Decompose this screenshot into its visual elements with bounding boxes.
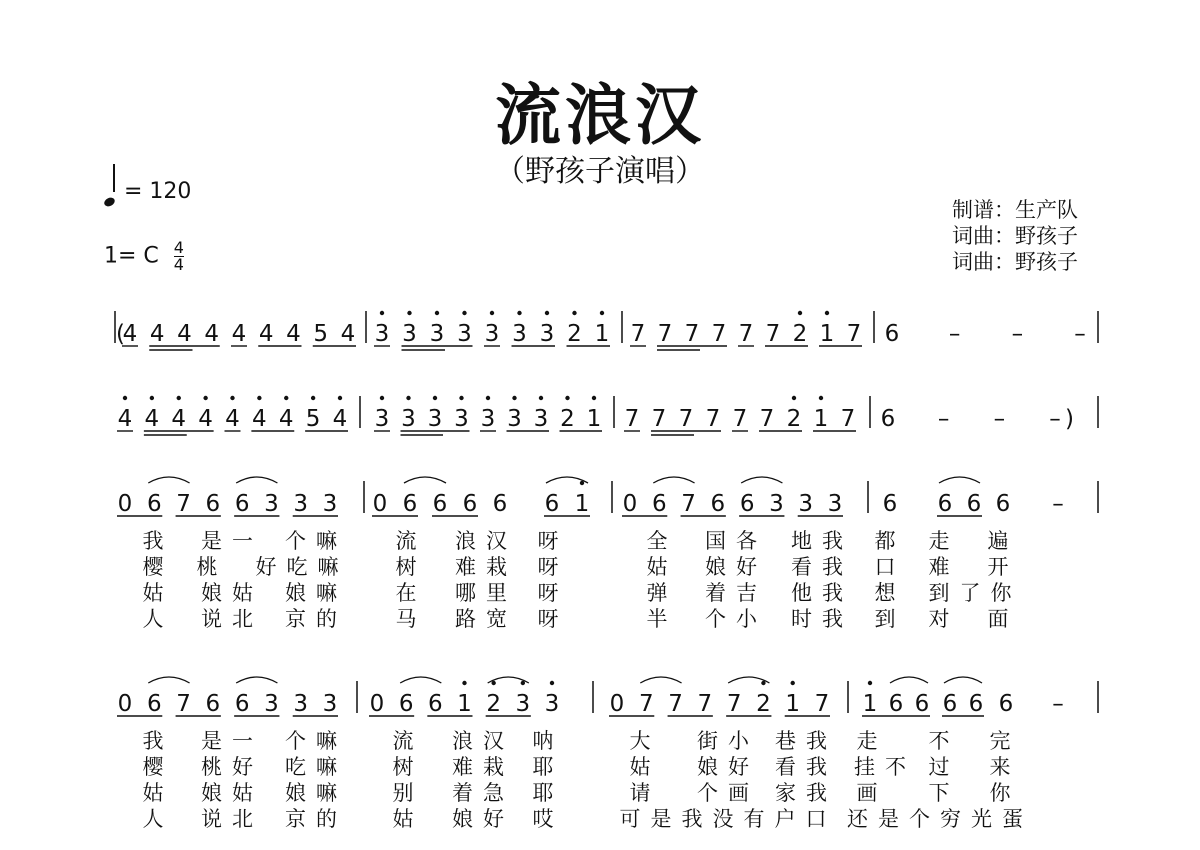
slur-arc (400, 677, 441, 683)
lyric-syllable: 口 (874, 555, 906, 579)
note-number: 3 (427, 406, 443, 432)
octave-up-dot (825, 311, 829, 315)
lyric-syllable: 难 (928, 555, 960, 579)
credit-lyrics-music: 词曲：野孩子 (952, 224, 1078, 248)
lyric-syllable: 京的 (285, 807, 347, 831)
song-title: 流浪汉 (495, 77, 705, 154)
note-number: 4 (340, 321, 356, 347)
lyric-syllable: 吃嘛 (285, 755, 347, 779)
note-number: 6 (880, 406, 896, 432)
note-number: 3 (429, 321, 445, 347)
note-number: 7 (726, 691, 742, 717)
lyric-syllable: 娘姑 (201, 781, 263, 805)
note-number: 6 (995, 491, 1011, 517)
lyric-syllable: 想 (874, 581, 906, 605)
note-number: 7 (630, 321, 646, 347)
note-number: 4 (122, 321, 138, 347)
note-number: 4 (117, 406, 133, 432)
octave-up-dot (433, 396, 437, 400)
note-number: 3 (401, 406, 416, 432)
slur-arc (148, 477, 189, 483)
note-number: 7 (697, 691, 713, 717)
note-number: 6 (234, 491, 250, 517)
note-number: 7 (638, 691, 654, 717)
octave-up-dot (284, 396, 288, 400)
note-number: 3 (322, 691, 338, 717)
note-number: 6 (882, 491, 898, 517)
note-number: 6 (884, 321, 900, 347)
note-number: 2 (486, 691, 501, 717)
note-number: 7 (176, 491, 191, 517)
octave-up-dot (565, 396, 569, 400)
lyric-syllable: 娘姑 (201, 581, 263, 605)
note-number: 0 (117, 491, 133, 517)
note-number: 6 (710, 491, 726, 517)
note-number: 6 (998, 691, 1014, 717)
note-number: 3 (539, 321, 555, 347)
note-number: 7 (759, 406, 775, 432)
lyric-syllable: 全 (646, 529, 678, 553)
note-number: 6 (544, 491, 560, 517)
octave-up-dot (257, 396, 261, 400)
lyric-syllable: 个小 (705, 607, 767, 631)
note-number: 2 (786, 406, 802, 432)
lyric-syllable: 遍 (987, 529, 1019, 553)
note-number: 7 (176, 691, 191, 717)
lyric-syllable: 流 (392, 729, 424, 753)
lyric-syllable: 个嘛 (285, 729, 347, 753)
note-number: 6 (942, 691, 958, 717)
lyric-syllable: 耶 (532, 755, 564, 779)
note-number: 4 (258, 321, 274, 347)
lyric-syllable: 说北 (201, 607, 263, 631)
slur-arc (404, 477, 446, 483)
note-number: 6 (146, 691, 162, 717)
note-number: 3 (484, 321, 500, 347)
note-number: 1 (819, 321, 835, 347)
octave-up-dot (230, 396, 234, 400)
note-number: 1 (586, 406, 602, 432)
note-number: 6 (428, 691, 443, 717)
lyric-syllable: 大 (629, 729, 661, 753)
lyric-syllable: 姑 (629, 755, 661, 779)
slur-arc (939, 477, 980, 483)
note-number: 0 (372, 491, 388, 517)
note-number: 7 (840, 406, 856, 432)
note-number: 3 (293, 691, 309, 717)
octave-up-dot (792, 396, 796, 400)
note-number: 6 (432, 491, 448, 517)
lyric-syllable: 人 (142, 807, 174, 831)
note-number: 3 (374, 406, 390, 432)
sustain-dash: – (937, 406, 950, 432)
slur-arc (236, 477, 277, 483)
octave-up-dot (600, 311, 604, 315)
lyric-syllable: 呀 (537, 555, 569, 579)
note-number: 3 (544, 691, 560, 717)
note-number: 1 (785, 691, 801, 717)
lyric-syllable: 半 (646, 607, 678, 631)
octave-up-dot (459, 396, 463, 400)
note-number: 7 (681, 491, 696, 517)
lyric-syllable: 难栽 (452, 755, 514, 779)
note-number: 7 (657, 321, 673, 347)
note-number: 1 (457, 691, 472, 717)
note-number: 4 (286, 321, 301, 347)
lyric-syllable: 别 (392, 781, 424, 805)
note-number: 6 (937, 491, 953, 517)
sustain-dash: – (1011, 321, 1024, 347)
octave-up-dot (406, 396, 410, 400)
lyric-syllable: 看我 (775, 755, 837, 779)
lyric-syllable: 路宽 (455, 607, 517, 631)
lyric-syllable: 京的 (285, 607, 347, 631)
lyric-syllable: 我 (142, 529, 174, 553)
lyric-syllable: 流 (395, 529, 427, 553)
lyric-syllable: 个画 (697, 781, 759, 805)
lyric-syllable: 巷我 (775, 729, 837, 753)
sustain-dash: – (1052, 691, 1064, 717)
note-number: 6 (739, 491, 755, 517)
octave-up-dot (761, 681, 765, 685)
note-number: 4 (278, 406, 294, 432)
note-number: 0 (609, 691, 625, 717)
note-number: 3 (827, 491, 843, 517)
note-number: 3 (264, 491, 279, 517)
sustain-dash: – (948, 321, 961, 347)
lyric-syllable: 着吉 (705, 581, 767, 605)
note-number: 6 (398, 691, 414, 717)
note-number: 6 (492, 491, 508, 517)
note-number: 6 (205, 691, 221, 717)
note-number: 7 (651, 406, 667, 432)
lyric-syllable: 樱 (142, 755, 174, 779)
lyric-syllable: 哎 (532, 807, 564, 831)
note-number: 3 (480, 406, 496, 432)
lyric-syllable: 马 (395, 607, 427, 631)
octave-up-dot (545, 311, 549, 315)
octave-up-dot (311, 396, 315, 400)
note-number: 3 (515, 691, 531, 717)
note-number: 3 (769, 491, 784, 517)
lyric-syllable: 地我 (791, 529, 853, 553)
octave-up-dot (177, 396, 181, 400)
lyric-syllable: 我 (142, 729, 174, 753)
lyric-syllable: 完 (989, 729, 1021, 753)
lyric-syllable: 姑 (142, 781, 174, 805)
octave-up-dot (203, 396, 207, 400)
lyric-syllable: 说北 (201, 807, 263, 831)
octave-up-dot (123, 396, 127, 400)
note-number: 6 (462, 491, 478, 517)
note-number: 7 (732, 406, 748, 432)
octave-up-dot (512, 396, 516, 400)
note-number: 3 (374, 321, 390, 347)
lyric-syllable: 下 (928, 781, 960, 805)
performer-subtitle: （野孩子演唱） (495, 154, 705, 189)
lyric-syllable: 请 (629, 781, 661, 805)
lyric-syllable: 都 (874, 529, 906, 553)
note-number: 6 (888, 691, 904, 717)
lyric-syllable: 挂不 (854, 755, 916, 779)
note-number: 4 (171, 406, 187, 432)
lyric-syllable: 开 (987, 555, 1019, 579)
note-number: 4 (204, 321, 220, 347)
note-number: 6 (205, 491, 221, 517)
note-number: 6 (234, 691, 250, 717)
lyric-syllable: 不 (928, 729, 960, 753)
note-number: 5 (313, 321, 329, 347)
note-number: 7 (765, 321, 781, 347)
note-number: 7 (668, 691, 683, 717)
note-number: 2 (756, 691, 771, 717)
slur-arc (236, 677, 277, 683)
note-number: 5 (305, 406, 321, 432)
note-number: 3 (293, 491, 309, 517)
lyric-syllable: 家我 (775, 781, 837, 805)
octave-up-dot (380, 396, 384, 400)
note-number: 3 (507, 406, 522, 432)
lyric-syllable: 着急 (452, 781, 514, 805)
lyric-syllable: 你 (989, 781, 1021, 805)
octave-up-dot (798, 311, 802, 315)
note-number: 0 (622, 491, 638, 517)
lyric-syllable: 好吃嘛 (255, 555, 349, 579)
octave-up-dot (868, 681, 872, 685)
octave-up-dot (517, 311, 521, 315)
lyric-syllable: 是一 (201, 529, 263, 553)
note-number: 3 (457, 321, 472, 347)
lyric-syllable: 树 (392, 755, 424, 779)
lyric-syllable: 娘嘛 (285, 781, 347, 805)
note-number: 4 (177, 321, 192, 347)
lyric-syllable: 还是个穷光蛋 (847, 807, 1033, 831)
octave-up-dot (491, 681, 495, 685)
note-number: 7 (678, 406, 694, 432)
octave-up-dot (407, 311, 411, 315)
note-number: 4 (231, 321, 247, 347)
lyric-syllable: 娘嘛 (285, 581, 347, 605)
note-number: 6 (651, 491, 667, 517)
sustain-dash: – (1074, 321, 1086, 347)
credit-arranger: 制谱：生产队 (952, 198, 1078, 222)
slur-arc (944, 677, 982, 683)
lyric-syllable: 姑 (646, 555, 678, 579)
octave-up-dot (819, 396, 823, 400)
note-number: 3 (402, 321, 417, 347)
lyric-syllable: 姑 (142, 581, 174, 605)
note-number: 1 (813, 406, 829, 432)
lyric-syllable: 弹 (646, 581, 678, 605)
lyric-syllable: 樱 (142, 555, 174, 579)
lyric-syllable: 时我 (791, 607, 853, 631)
lyric-syllable: 走 (928, 529, 960, 553)
lyric-syllable: 呀 (537, 581, 569, 605)
slur-arc (148, 677, 189, 683)
time-signature-bottom: 4 (173, 255, 184, 274)
note-number: 6 (402, 491, 418, 517)
note-number: 7 (705, 406, 721, 432)
lyric-syllable: 他我 (791, 581, 853, 605)
sustain-dash: – (1049, 406, 1061, 432)
lyric-syllable: 哪里 (455, 581, 517, 605)
lyric-syllable: 姑 (392, 807, 424, 831)
note-number: 6 (968, 691, 984, 717)
lyric-syllable: 呀 (537, 607, 569, 631)
slur-arc (653, 477, 694, 483)
lyric-syllable: 对 (928, 607, 960, 631)
note-number: 4 (149, 321, 165, 347)
lyric-syllable: 国各 (705, 529, 767, 553)
note-number: 7 (738, 321, 754, 347)
octave-up-dot (490, 311, 494, 315)
lyric-syllable: 画 (856, 781, 888, 805)
credit-lyrics-music-2: 词曲：野孩子 (952, 250, 1078, 274)
note-number: 3 (512, 321, 527, 347)
octave-up-dot (539, 396, 543, 400)
note-number: 7 (814, 691, 830, 717)
lyric-syllable: 街小 (697, 729, 759, 753)
repeat-open-paren: ( (116, 321, 125, 347)
lyric-syllable: 娘好 (705, 555, 767, 579)
lyric-syllable: 个嘛 (285, 529, 347, 553)
time-signature-top: 4 (173, 238, 184, 257)
note-number: 0 (369, 691, 385, 717)
note-number: 7 (684, 321, 700, 347)
note-number: 2 (567, 321, 582, 347)
key-label: 1= C (104, 243, 159, 269)
note-number: 4 (225, 406, 240, 432)
note-number: 6 (966, 491, 982, 517)
octave-up-dot (521, 681, 525, 685)
lyric-syllable: 树 (395, 555, 427, 579)
lyric-syllable: 面 (987, 607, 1019, 631)
lyric-syllable: 到了你 (928, 581, 1022, 605)
lyric-syllable: 到 (874, 607, 906, 631)
note-number: 6 (914, 691, 930, 717)
note-number: 3 (533, 406, 549, 432)
octave-up-dot (150, 396, 154, 400)
lyric-syllable: 浪汉 (452, 729, 514, 753)
note-number: 6 (146, 491, 162, 517)
lyric-syllable: 呀 (537, 529, 569, 553)
note-number: 4 (144, 406, 160, 432)
note-number: 7 (846, 321, 862, 347)
note-number: 7 (711, 321, 727, 347)
lyric-syllable: 过 (928, 755, 960, 779)
note-number: 1 (862, 691, 878, 717)
lyric-syllable: 浪汉 (455, 529, 517, 553)
note-number: 3 (264, 691, 279, 717)
octave-up-dot (592, 396, 596, 400)
repeat-close-paren: ) (1065, 406, 1074, 432)
octave-up-dot (435, 311, 439, 315)
octave-up-dot (580, 481, 584, 485)
slur-arc (741, 477, 782, 483)
lyric-syllable: 桃 (196, 555, 228, 579)
note-number: 3 (454, 406, 469, 432)
lyric-syllable: 耶 (532, 781, 564, 805)
octave-up-dot (338, 396, 342, 400)
note-number: 1 (574, 491, 590, 517)
note-number: 4 (198, 406, 213, 432)
slur-arc (890, 677, 928, 683)
octave-up-dot (380, 311, 384, 315)
note-number: 7 (624, 406, 640, 432)
octave-up-dot (550, 681, 554, 685)
octave-up-dot (462, 311, 466, 315)
note-number: 0 (117, 691, 133, 717)
octave-up-dot (462, 681, 466, 685)
note-number: 2 (792, 321, 808, 347)
lyric-syllable: 可是我没有户口 (619, 807, 837, 831)
lyric-syllable: 来 (989, 755, 1021, 779)
note-number: 2 (560, 406, 575, 432)
octave-up-dot (486, 396, 490, 400)
lyric-syllable: 桃好 (201, 755, 263, 779)
lyric-syllable: 人 (142, 607, 174, 631)
lyric-syllable: 是一 (201, 729, 263, 753)
tempo-value: = 120 (124, 179, 192, 204)
octave-up-dot (791, 681, 795, 685)
lyric-syllable: 难栽 (455, 555, 517, 579)
note-number: 3 (322, 491, 338, 517)
lyric-syllable: 呐 (532, 729, 564, 753)
lyric-syllable: 在 (395, 581, 427, 605)
sustain-dash: – (1052, 491, 1064, 517)
sustain-dash: – (993, 406, 1006, 432)
lyric-syllable: 娘好 (697, 755, 759, 779)
octave-up-dot (572, 311, 576, 315)
note-number: 4 (252, 406, 267, 432)
lyric-syllable: 看我 (791, 555, 853, 579)
lyric-syllable: 走 (856, 729, 888, 753)
lyric-syllable: 娘好 (452, 807, 514, 831)
note-number: 3 (798, 491, 814, 517)
slur-arc (640, 677, 681, 683)
note-number: 1 (594, 321, 610, 347)
note-number: 4 (332, 406, 348, 432)
